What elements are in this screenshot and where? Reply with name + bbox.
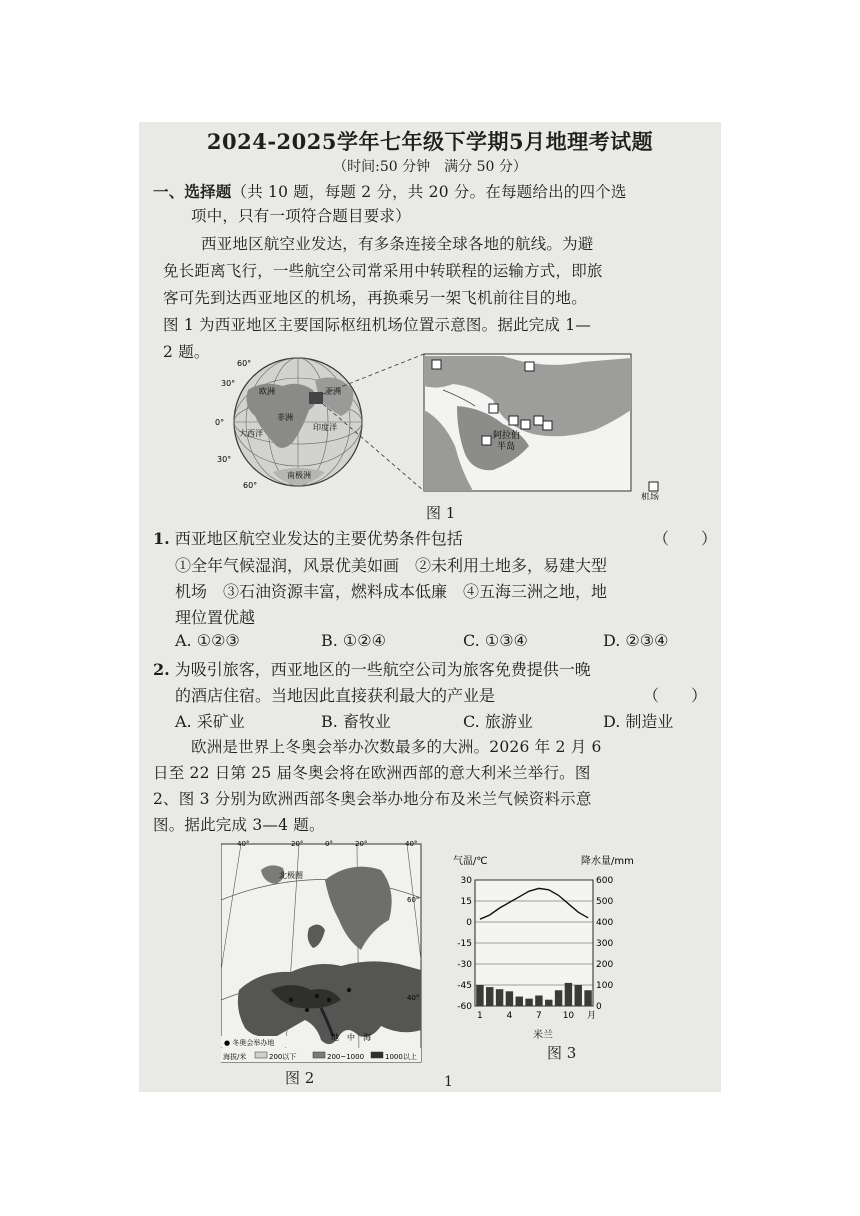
q2-stem-1: 为吸引旅客，西亚地区的一些航空公司为旅客免费提供一晚 <box>174 660 591 679</box>
section1-heading: 一、选择题 <box>153 182 232 201</box>
exam-title: 2024-2025学年七年级下学期5月地理考试题 <box>206 129 654 154</box>
globe-label: 亚洲 <box>325 387 341 396</box>
y-tick-label: -60 <box>457 1002 472 1012</box>
lat-label: 60° <box>407 896 420 904</box>
intro1-line: 2 题。 <box>163 343 210 361</box>
q2-stem-2: 的酒店住宿。当地因此直接获利最大的产业是 <box>175 686 496 705</box>
y-tick-label: 30 <box>460 876 472 886</box>
y-tick-label: 0 <box>466 918 472 928</box>
intro1-line: 图 1 为西亚地区主要国际枢纽机场位置示意图。据此完成 1— <box>163 316 592 334</box>
precipitation-bar <box>486 987 493 1006</box>
section1-line1 <box>153 180 627 202</box>
precipitation-bar <box>545 1000 552 1006</box>
q1-option-c[interactable]: C. ①③④ <box>463 631 528 650</box>
figure3-caption: 图 3 <box>547 1044 577 1062</box>
lon-label: 0° <box>325 840 333 848</box>
elevation-legend-item: 200以下 <box>269 1053 297 1061</box>
precipitation-bar <box>525 999 532 1006</box>
globe-label: 0° <box>215 418 225 427</box>
elevation-legend-item: 1000以上 <box>385 1053 417 1061</box>
precipitation-bar <box>535 996 542 1007</box>
airport-legend-icon <box>649 482 658 491</box>
y-tick-label: -15 <box>457 939 472 949</box>
globe-label: 南极洲 <box>287 471 311 480</box>
precipitation-bar <box>584 990 591 1006</box>
chart-title: 米兰 <box>533 1030 553 1041</box>
precipitation-bar <box>516 997 523 1006</box>
y2-axis-label: 降水量/mm <box>581 856 634 867</box>
precipitation-bar <box>496 989 503 1006</box>
intro1-line: 客可先到达西亚地区的机场，再换乘另一架飞机前往目的地。 <box>163 289 587 307</box>
precipitation-bar <box>476 985 483 1006</box>
q2-option-a[interactable]: A. 采矿业 <box>175 712 245 731</box>
intro1-line: 西亚地区航空业发达，有多条连接全球各地的航线。为避 <box>201 235 594 253</box>
globe-label: 30° <box>217 455 232 464</box>
lon-label: 40° <box>237 840 250 848</box>
y2-tick-label: 500 <box>596 897 614 907</box>
q1-statement-line: ①全年气候湿润，风景优美如画 ②未利用土地多，易建大型 <box>175 556 608 575</box>
exam-subtitle: （时间:50 分钟 满分 50 分） <box>333 159 527 175</box>
globe-label: 非洲 <box>277 413 293 422</box>
lon-label: 20° <box>291 840 304 848</box>
arctic-circle-label: 北极圈 <box>279 871 303 880</box>
y-axis-label: 气温/℃ <box>453 856 488 867</box>
x-tick-label: 7 <box>536 1011 542 1021</box>
exam-sheet <box>139 122 721 1092</box>
y-tick-label: -30 <box>457 960 472 970</box>
map-label: 半岛 <box>497 442 516 452</box>
lat-label: 40° <box>407 994 420 1002</box>
q1-option-d[interactable]: D. ②③④ <box>603 631 669 650</box>
q1-stem: 西亚地区航空业发达的主要优势条件包括 <box>174 529 463 548</box>
section1-desc-2: 项中，只有一项符合题目要求） <box>191 207 411 225</box>
y-tick-label: 15 <box>460 897 472 907</box>
map-label: 阿拉伯 <box>493 431 521 441</box>
mediterranean-label: 地 中 海 <box>331 1033 371 1042</box>
q2-option-d[interactable]: D. 制造业 <box>603 712 674 731</box>
lon-label: 20° <box>355 840 368 848</box>
globe-label: 印度洋 <box>313 423 337 432</box>
airport-legend-label: 机场 <box>641 493 660 500</box>
figure1-caption: 图 1 <box>426 504 456 522</box>
q2-option-c[interactable]: C. 旅游业 <box>463 712 533 731</box>
intro2-line: 2、图 3 分别为欧洲西部冬奥会举办地分布及米兰气候资料示意 <box>153 790 592 808</box>
globe-label: 30° <box>221 379 236 388</box>
x-axis-label: 月 <box>587 1011 597 1021</box>
globe-label: 大西洋 <box>239 429 263 438</box>
q2-number: 2. <box>153 660 170 679</box>
globe-label: 60° <box>243 481 258 490</box>
x-tick-label: 4 <box>506 1011 513 1021</box>
q1-option-a[interactable]: A. ①②③ <box>175 631 240 650</box>
intro2-line: 欧洲是世界上冬奥会举办次数最多的大洲。2026 年 2 月 6 <box>191 738 602 756</box>
q1-answer-blank[interactable]: （ ） <box>653 529 718 548</box>
precipitation-bar <box>575 985 582 1006</box>
precipitation-bar <box>555 990 562 1006</box>
q1-statement-line: 机场 ③石油资源丰富，燃料成本低廉 ④五海三洲之地，地 <box>175 582 608 601</box>
figure2-europe-map <box>221 840 423 1064</box>
q1-stem-line <box>153 526 463 549</box>
lon-label: 40° <box>405 840 418 848</box>
y2-tick-label: 0 <box>596 1002 602 1012</box>
intro2-line: 日至 22 日第 25 届冬奥会将在欧洲西部的意大利米兰举行。图 <box>153 764 591 782</box>
y2-tick-label: 100 <box>596 981 614 991</box>
q1-number: 1. <box>153 529 170 548</box>
globe-label: 60° <box>237 359 252 368</box>
y-tick-label: -45 <box>457 981 472 991</box>
intro2-line: 图。据此完成 3—4 题。 <box>153 816 325 834</box>
y2-tick-label: 300 <box>596 939 614 949</box>
elevation-legend-title: 海拔/米 <box>223 1053 247 1061</box>
y2-tick-label: 600 <box>596 876 614 886</box>
q1-statement-line: 理位置优越 <box>175 608 256 627</box>
x-tick-label: 10 <box>562 1011 575 1021</box>
figure3-climate-chart <box>443 850 643 1050</box>
precipitation-bar <box>565 983 572 1006</box>
q2-answer-blank[interactable]: （ ） <box>643 686 708 705</box>
q2-stem-line <box>153 657 591 680</box>
section1-desc-1: （共 10 题，每题 2 分，共 20 分。在每题给出的四个选 <box>231 183 627 201</box>
page-number: 1 <box>444 1074 453 1090</box>
globe <box>234 358 362 486</box>
globe-label: 欧洲 <box>259 387 275 396</box>
precipitation-bar <box>506 991 513 1006</box>
venue-legend: ● 冬奥会举办地 <box>224 1039 275 1047</box>
q1-option-b[interactable]: B. ①②④ <box>321 631 386 650</box>
figure2-caption: 图 2 <box>285 1069 315 1087</box>
elevation-legend-item: 200~1000 <box>327 1053 365 1061</box>
figure1-map <box>203 350 673 500</box>
west-asia-map <box>424 354 631 491</box>
y2-tick-label: 200 <box>596 960 614 970</box>
y2-tick-label: 400 <box>596 918 614 928</box>
q2-option-b[interactable]: B. 畜牧业 <box>321 712 391 731</box>
intro1-line: 免长距离飞行，一些航空公司常采用中转联程的运输方式，即旅 <box>163 262 603 280</box>
x-tick-label: 1 <box>477 1011 483 1021</box>
